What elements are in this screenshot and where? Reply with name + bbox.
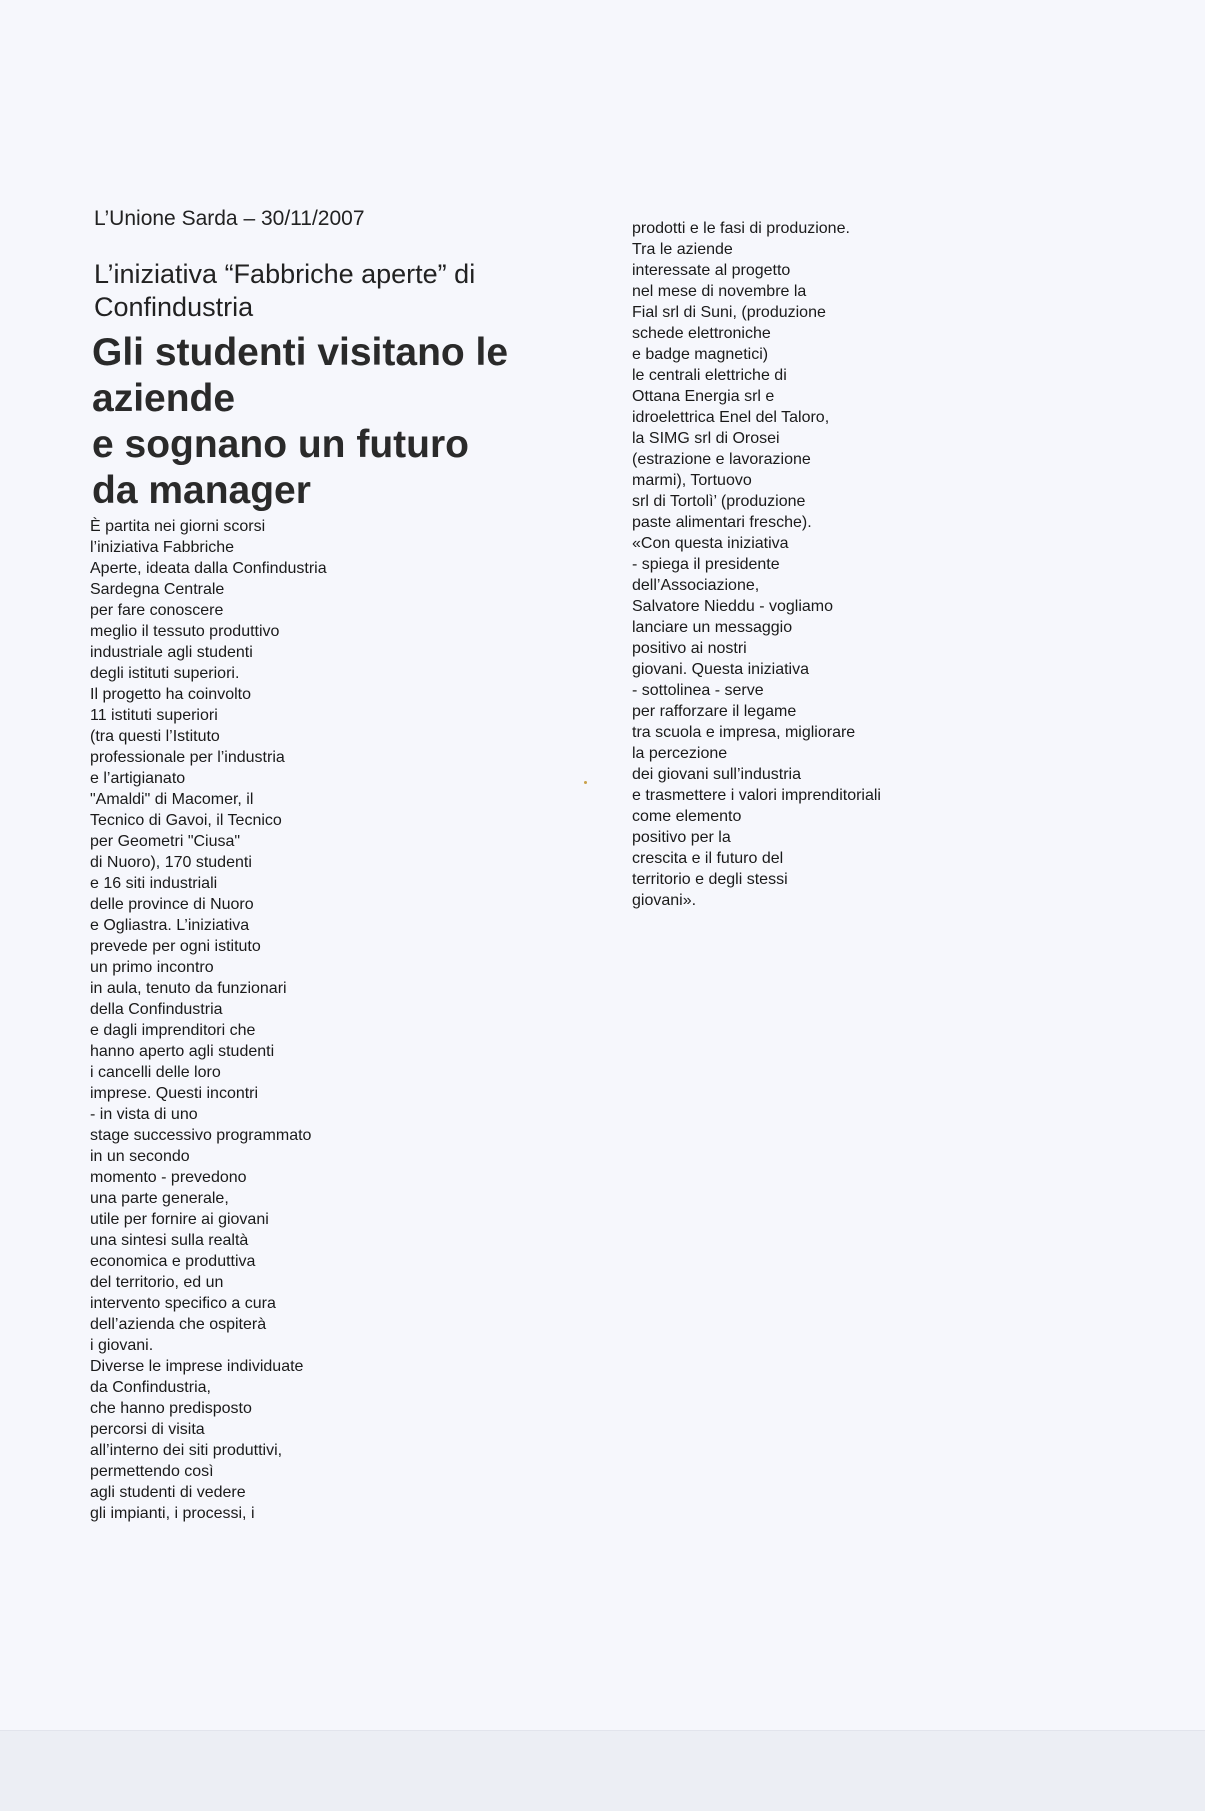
source-line: L’Unione Sarda – 30/11/2007 xyxy=(94,207,365,230)
body-line: una parte generale, xyxy=(90,1190,229,1207)
body-line: percorsi di visita xyxy=(90,1421,205,1438)
body-line: imprese. Questi incontri xyxy=(90,1085,259,1102)
headline xyxy=(92,330,570,514)
body-line: - spiega il presidente xyxy=(632,556,780,573)
body-line: prevede per ogni istituto xyxy=(90,938,261,955)
body-line: Salvatore Nieddu - vogliamo xyxy=(632,598,833,615)
article-body-right xyxy=(632,218,952,911)
body-line: di Nuoro), 170 studenti xyxy=(90,854,252,871)
body-line: della Confindustria xyxy=(90,1001,223,1018)
body-line: Ottana Energia srl e xyxy=(632,388,775,405)
body-line: all’interno dei siti produttivi, xyxy=(90,1442,283,1459)
body-line: economica e produttiva xyxy=(90,1253,256,1270)
body-line: prodotti e le fasi di produzione. xyxy=(632,220,850,237)
body-line: - sottolinea - serve xyxy=(632,682,764,699)
body-line: la SIMG srl di Orosei xyxy=(632,430,780,447)
body-line: e 16 siti industriali xyxy=(90,875,218,892)
body-line: "Amaldi" di Macomer, il xyxy=(90,791,254,808)
body-line: le centrali elettriche di xyxy=(632,367,787,384)
body-line: Diverse le imprese individuate xyxy=(90,1358,304,1375)
headline-line: e sognano un futuro xyxy=(92,423,469,466)
body-line: e badge magnetici) xyxy=(632,346,769,363)
body-line: delle province di Nuoro xyxy=(90,896,254,913)
body-line: permettendo così xyxy=(90,1463,214,1480)
body-line: che hanno predisposto xyxy=(90,1400,252,1417)
body-line: srl di Tortolì’ (produzione xyxy=(632,493,806,510)
body-line: meglio il tessuto produttivo xyxy=(90,623,280,640)
body-line: Tra le aziende xyxy=(632,241,733,258)
headline-line: aziende xyxy=(92,377,236,420)
body-line: in aula, tenuto da funzionari xyxy=(90,980,287,997)
body-line: e trasmettere i valori imprenditoriali xyxy=(632,787,881,804)
body-line: momento - prevedono xyxy=(90,1169,247,1186)
body-line: industriale agli studenti xyxy=(90,644,253,661)
headline-line: Gli studenti visitano le xyxy=(92,331,509,374)
body-line: per rafforzare il legame xyxy=(632,703,797,720)
body-line: interessate al progetto xyxy=(632,262,791,279)
body-line: come elemento xyxy=(632,808,742,825)
body-line: tra scuola e impresa, migliorare xyxy=(632,724,856,741)
body-line: lanciare un messaggio xyxy=(632,619,793,636)
body-line: - in vista di uno xyxy=(90,1106,198,1123)
body-line: giovani». xyxy=(632,892,697,909)
body-line: professionale per l’industria xyxy=(90,749,285,766)
body-line: hanno aperto agli studenti xyxy=(90,1043,275,1060)
body-line: idroelettrica Enel del Taloro, xyxy=(632,409,830,426)
left-column xyxy=(90,206,570,1524)
body-line: Aperte, ideata dalla Confindustria xyxy=(90,560,327,577)
body-line: un primo incontro xyxy=(90,959,214,976)
body-line: per fare conoscere xyxy=(90,602,224,619)
body-line: nel mese di novembre la xyxy=(632,283,807,300)
body-line: utile per fornire ai giovani xyxy=(90,1211,269,1228)
body-line: Tecnico di Gavoi, il Tecnico xyxy=(90,812,282,829)
body-line: e l’artigianato xyxy=(90,770,186,787)
kicker-line: L’iniziativa “Fabbriche aperte” di xyxy=(94,259,476,289)
body-line: dell’azienda che ospiterà xyxy=(90,1316,267,1333)
body-line: 11 istituti superiori xyxy=(90,707,218,724)
body-line: da Confindustria, xyxy=(90,1379,211,1396)
body-line: (estrazione e lavorazione xyxy=(632,451,811,468)
body-line: in un secondo xyxy=(90,1148,190,1165)
body-line: «Con questa iniziativa xyxy=(632,535,789,552)
body-line: e Ogliastra. L’iniziativa xyxy=(90,917,250,934)
body-line: stage successivo programmato xyxy=(90,1127,312,1144)
body-line: (tra questi l’Istituto xyxy=(90,728,220,745)
body-line: marmi), Tortuovo xyxy=(632,472,752,489)
body-line: per Geometri "Ciusa" xyxy=(90,833,241,850)
body-line: agli studenti di vedere xyxy=(90,1484,246,1501)
body-line: e dagli imprenditori che xyxy=(90,1022,256,1039)
body-line: dell’Associazione, xyxy=(632,577,760,594)
right-column xyxy=(632,218,952,911)
body-line: territorio e degli stessi xyxy=(632,871,788,888)
scan-speck xyxy=(584,781,587,784)
body-line: giovani. Questa iniziativa xyxy=(632,661,809,678)
body-line: degli istituti superiori. xyxy=(90,665,240,682)
body-line: Fial srl di Suni, (produzione xyxy=(632,304,826,321)
body-line: È partita nei giorni scorsi xyxy=(90,518,266,535)
body-line: positivo per la xyxy=(632,829,731,846)
body-line: i giovani. xyxy=(90,1337,154,1354)
body-line: Sardegna Centrale xyxy=(90,581,225,598)
body-line: dei giovani sull’industria xyxy=(632,766,801,783)
body-line: del territorio, ed un xyxy=(90,1274,224,1291)
body-line: una sintesi sulla realtà xyxy=(90,1232,249,1249)
body-line: crescita e il futuro del xyxy=(632,850,784,867)
scan-margin xyxy=(0,1730,1205,1811)
body-line: paste alimentari fresche). xyxy=(632,514,812,531)
body-line: schede elettroniche xyxy=(632,325,771,342)
body-line: positivo ai nostri xyxy=(632,640,747,657)
kicker-line: Confindustria xyxy=(94,292,254,322)
body-line: gli impianti, i processi, i xyxy=(90,1505,255,1522)
headline-line: da manager xyxy=(92,469,311,512)
body-line: l’iniziativa Fabbriche xyxy=(90,539,235,556)
body-line: i cancelli delle loro xyxy=(90,1064,221,1081)
body-line: la percezione xyxy=(632,745,728,762)
body-line: Il progetto ha coinvolto xyxy=(90,686,251,703)
article-body-left xyxy=(90,516,570,1524)
kicker xyxy=(94,258,570,324)
body-line: intervento specifico a cura xyxy=(90,1295,276,1312)
